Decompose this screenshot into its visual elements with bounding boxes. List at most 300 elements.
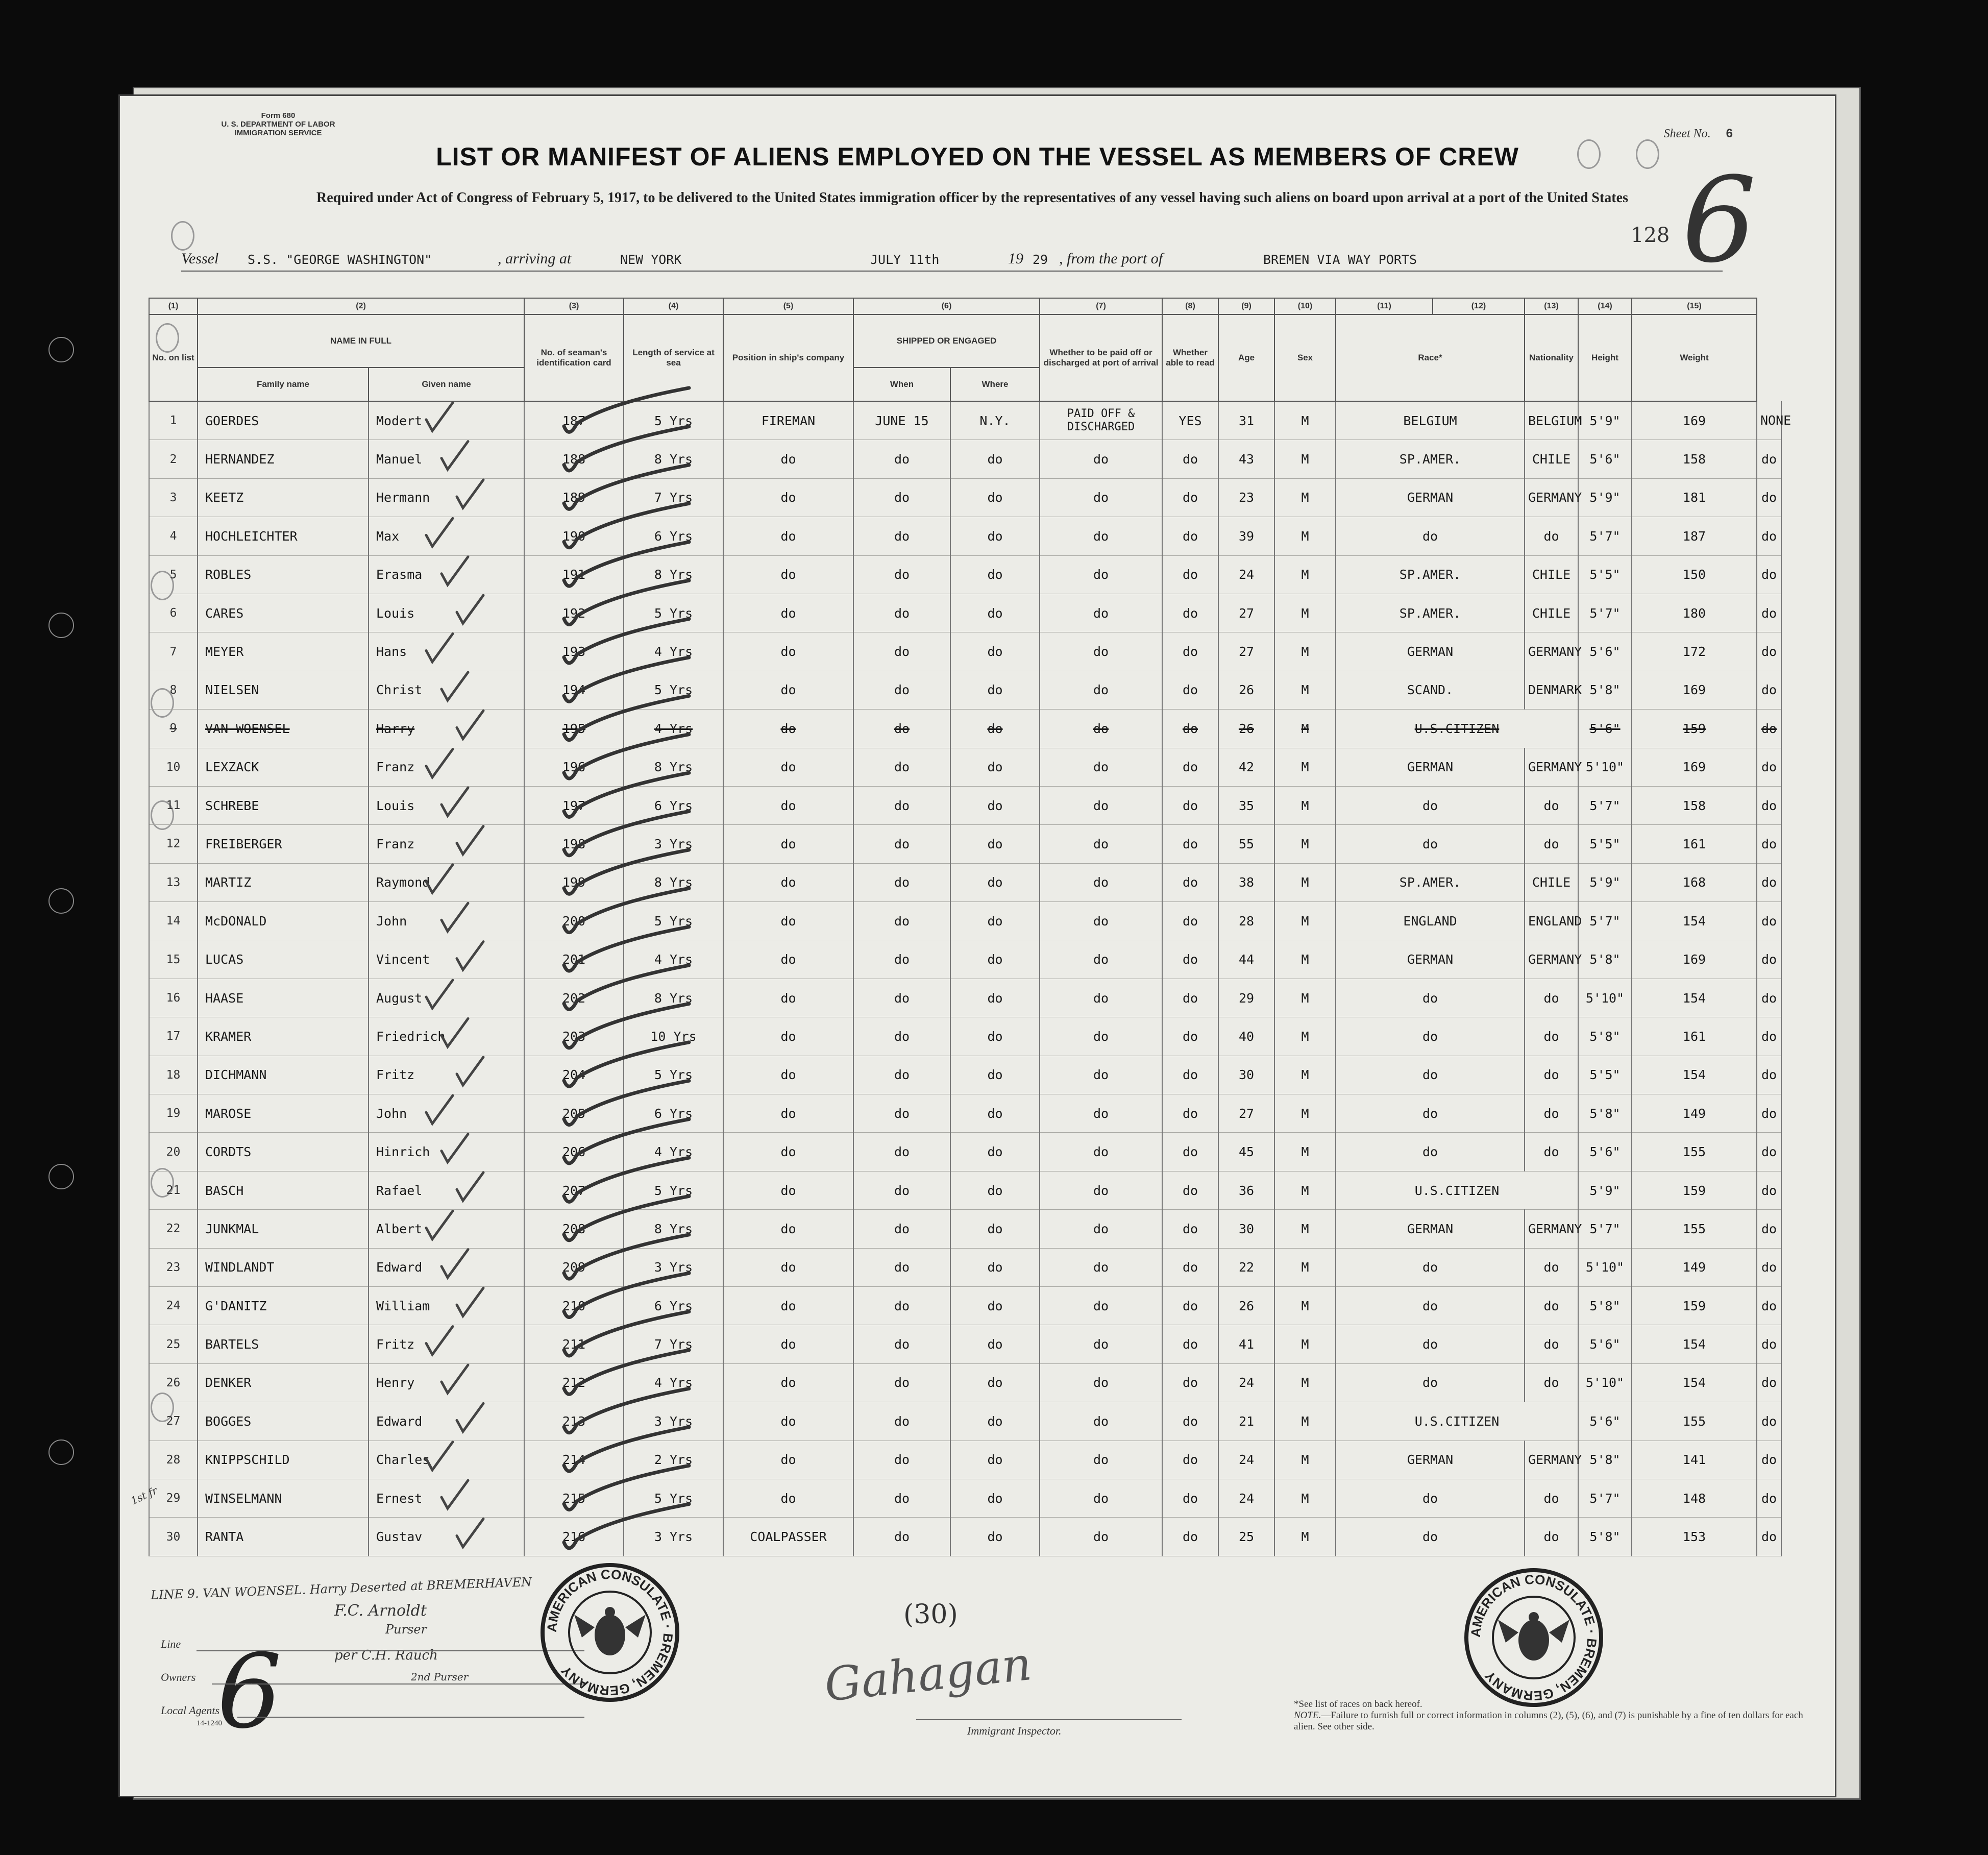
punch-ring	[171, 221, 194, 251]
paid-off-status: do	[1040, 1518, 1162, 1556]
race: ENGLAND	[1336, 902, 1525, 940]
family-name: WINDLANDT	[198, 1248, 369, 1286]
footer-owners-rule	[212, 1683, 584, 1685]
crew-row	[149, 594, 1781, 632]
age: 55	[1218, 825, 1274, 863]
physical-marks: do	[1757, 902, 1781, 940]
height: 5'8"	[1578, 940, 1632, 979]
length-of-service: 4 Yrs	[624, 1133, 723, 1171]
weight: 153	[1632, 1518, 1757, 1556]
ship-position: do	[723, 825, 853, 863]
weight: 155	[1632, 1133, 1757, 1171]
race: SP.AMER.	[1336, 440, 1525, 478]
weight: 154	[1632, 1056, 1757, 1094]
nationality: CHILE	[1525, 863, 1578, 901]
physical-marks: do	[1757, 555, 1781, 594]
row-number: 26	[149, 1363, 198, 1402]
header-when: When	[853, 368, 950, 401]
height: 5'8"	[1578, 1441, 1632, 1479]
family-name: CARES	[198, 594, 369, 632]
shipped-where: do	[950, 786, 1040, 824]
weight: 168	[1632, 863, 1757, 901]
seaman-id: 199	[524, 863, 624, 901]
header-shipped-engaged: SHIPPED OR ENGAGED	[853, 314, 1040, 368]
shipped-where: do	[950, 825, 1040, 863]
race: do	[1336, 825, 1525, 863]
physical-marks: do	[1757, 1133, 1781, 1171]
sex: M	[1274, 1518, 1336, 1556]
paid-off-status: do	[1040, 1402, 1162, 1441]
row-number: 17	[149, 1017, 198, 1056]
paid-off-status: do	[1040, 1441, 1162, 1479]
row-number: 22	[149, 1210, 198, 1248]
ship-position: do	[723, 786, 853, 824]
crew-row	[149, 1402, 1781, 1441]
paid-off-status: do	[1040, 1363, 1162, 1402]
given-name: Raymond	[369, 863, 524, 901]
ship-position: do	[723, 1402, 853, 1441]
ship-position: do	[723, 1363, 853, 1402]
nationality: do	[1525, 1248, 1578, 1286]
height: 5'7"	[1578, 594, 1632, 632]
family-name: KNIPPSCHILD	[198, 1441, 369, 1479]
family-name: CORDTS	[198, 1133, 369, 1171]
crew-row	[149, 1286, 1781, 1325]
race: do	[1336, 1286, 1525, 1325]
physical-marks: NONE	[1757, 401, 1781, 440]
sex: M	[1274, 632, 1336, 671]
able-to-read: YES	[1162, 401, 1218, 440]
row-number: 14	[149, 902, 198, 940]
shipped-where: do	[950, 1094, 1040, 1133]
sex: M	[1274, 1171, 1336, 1209]
crew-row	[149, 440, 1781, 478]
row-number: 16	[149, 979, 198, 1017]
family-name: MARTIZ	[198, 863, 369, 901]
physical-marks: do	[1757, 1441, 1781, 1479]
age: 35	[1218, 786, 1274, 824]
row-number: 25	[149, 1325, 198, 1363]
ship-position: do	[723, 1325, 853, 1363]
height: 5'6"	[1578, 710, 1632, 748]
seaman-id: 203	[524, 1017, 624, 1056]
vessel-info-line: Vessel S.S. "GEORGE WASHINGTON" , arriving at NEW YORK JULY 11th 19 29 , from the port of BREMEN VIA WAY PORTS	[181, 250, 1723, 272]
sex: M	[1274, 440, 1336, 478]
physical-marks: do	[1757, 1402, 1781, 1441]
physical-marks: do	[1757, 1017, 1781, 1056]
nationality: do	[1525, 786, 1578, 824]
seal-left-text: AMERICAN CONSULATE · BREMEN, GERMANY	[544, 1566, 676, 1699]
crew-row	[149, 863, 1781, 901]
crew-row	[149, 517, 1781, 555]
able-to-read: do	[1162, 440, 1218, 478]
shipped-where: do	[950, 979, 1040, 1017]
family-name: McDONALD	[198, 902, 369, 940]
height: 5'9"	[1578, 401, 1632, 440]
seaman-id: 213	[524, 1402, 624, 1441]
given-name: Edward	[369, 1402, 524, 1441]
given-name: Manuel	[369, 440, 524, 478]
weight: 154	[1632, 1325, 1757, 1363]
given-name: William	[369, 1286, 524, 1325]
shipped-where: do	[950, 632, 1040, 671]
header-no-on-list: No. on list	[149, 314, 198, 401]
given-name: Christ	[369, 671, 524, 709]
seaman-id: 209	[524, 1248, 624, 1286]
height: 5'10"	[1578, 1248, 1632, 1286]
shipped-where: do	[950, 1402, 1040, 1441]
nationality: CHILE	[1525, 594, 1578, 632]
shipped-when: do	[853, 902, 950, 940]
family-name: LUCAS	[198, 940, 369, 979]
shipped-where: do	[950, 478, 1040, 517]
crew-manifest-table	[149, 298, 1791, 1556]
weight: 159	[1632, 1171, 1757, 1209]
race: U.S.CITIZEN	[1336, 1171, 1578, 1209]
weight: 155	[1632, 1210, 1757, 1248]
seaman-id: 208	[524, 1210, 624, 1248]
family-name: ROBLES	[198, 555, 369, 594]
physical-marks: do	[1757, 1286, 1781, 1325]
footer-agents-label: Local Agents	[161, 1704, 220, 1717]
paid-off-status: do	[1040, 902, 1162, 940]
ship-position: FIREMAN	[723, 401, 853, 440]
row-number: 3	[149, 478, 198, 517]
vessel-name: S.S. "GEORGE WASHINGTON"	[248, 252, 432, 267]
ship-position: do	[723, 671, 853, 709]
physical-marks: do	[1757, 979, 1781, 1017]
header-able-to-read: Whether able to read	[1162, 314, 1218, 401]
height: 5'8"	[1578, 1286, 1632, 1325]
ship-position: do	[723, 1056, 853, 1094]
sex: M	[1274, 825, 1336, 863]
crew-row	[149, 1479, 1781, 1517]
ship-position: do	[723, 710, 853, 748]
shipped-where: do	[950, 1248, 1040, 1286]
sex: M	[1274, 1286, 1336, 1325]
family-name: BASCH	[198, 1171, 369, 1209]
shipped-when: do	[853, 1210, 950, 1248]
given-name: Vincent	[369, 940, 524, 979]
age: 25	[1218, 1518, 1274, 1556]
length-of-service: 4 Yrs	[624, 940, 723, 979]
paid-off-status: do	[1040, 1248, 1162, 1286]
race: do	[1336, 1056, 1525, 1094]
length-of-service: 8 Yrs	[624, 555, 723, 594]
shipped-when: do	[853, 1056, 950, 1094]
shipped-when: do	[853, 1094, 950, 1133]
age: 39	[1218, 517, 1274, 555]
crew-row	[149, 1518, 1781, 1556]
given-name: John	[369, 902, 524, 940]
second-purser-signature: per C.H. Rauch	[334, 1648, 438, 1663]
length-of-service: 6 Yrs	[624, 786, 723, 824]
family-name: WINSELMANN	[198, 1479, 369, 1517]
shipped-when: do	[853, 825, 950, 863]
length-of-service: 5 Yrs	[624, 401, 723, 440]
crew-row	[149, 710, 1781, 748]
age: 27	[1218, 632, 1274, 671]
shipped-when: do	[853, 1248, 950, 1286]
crew-row	[149, 1056, 1781, 1094]
race: do	[1336, 517, 1525, 555]
weight: 169	[1632, 401, 1757, 440]
header-sex: Sex	[1274, 314, 1336, 401]
shipped-where: do	[950, 517, 1040, 555]
paid-off-status: do	[1040, 1479, 1162, 1517]
age: 30	[1218, 1056, 1274, 1094]
sex: M	[1274, 1363, 1336, 1402]
crew-row	[149, 555, 1781, 594]
shipped-when: do	[853, 1363, 950, 1402]
height: 5'8"	[1578, 1094, 1632, 1133]
seaman-id: 192	[524, 594, 624, 632]
row-number: 1	[149, 401, 198, 440]
nationality: GERMANY	[1525, 748, 1578, 786]
shipped-where: do	[950, 863, 1040, 901]
binder-hole	[48, 1439, 74, 1465]
header-given-name: Given name	[369, 368, 524, 401]
ship-position: do	[723, 1094, 853, 1133]
shipped-when: do	[853, 440, 950, 478]
given-name: Louis	[369, 594, 524, 632]
height: 5'7"	[1578, 1479, 1632, 1517]
ship-position: do	[723, 440, 853, 478]
nationality: do	[1525, 1325, 1578, 1363]
shipped-where: do	[950, 594, 1040, 632]
sex: M	[1274, 555, 1336, 594]
able-to-read: do	[1162, 1518, 1218, 1556]
arrival-date: JULY 11th	[870, 252, 940, 267]
weight: 161	[1632, 1017, 1757, 1056]
family-name: NIELSEN	[198, 671, 369, 709]
nationality: GERMANY	[1525, 1210, 1578, 1248]
age: 23	[1218, 478, 1274, 517]
weight: 148	[1632, 1479, 1757, 1517]
sex: M	[1274, 710, 1336, 748]
height: 5'8"	[1578, 671, 1632, 709]
eagle-icon	[1498, 1612, 1569, 1661]
row-number: 20	[149, 1133, 198, 1171]
physical-marks: do	[1757, 1518, 1781, 1556]
height: 5'6"	[1578, 440, 1632, 478]
height: 5'6"	[1578, 1402, 1632, 1441]
physical-marks: do	[1757, 786, 1781, 824]
given-name: Hermann	[369, 478, 524, 517]
sex: M	[1274, 1056, 1336, 1094]
seaman-id: 188	[524, 440, 624, 478]
footer-owners-label: Owners	[161, 1671, 196, 1683]
nationality: do	[1525, 1094, 1578, 1133]
race: BELGIUM	[1336, 401, 1525, 440]
ship-position: do	[723, 517, 853, 555]
nationality: DENMARK	[1525, 671, 1578, 709]
sex: M	[1274, 1017, 1336, 1056]
inspector-signature: Gahagan	[822, 1637, 1034, 1712]
paid-off-status: do	[1040, 940, 1162, 979]
shipped-when: JUNE 15	[853, 401, 950, 440]
crew-row	[149, 825, 1781, 863]
race: do	[1336, 786, 1525, 824]
sex: M	[1274, 748, 1336, 786]
height: 5'8"	[1578, 1017, 1632, 1056]
row-number: 9	[149, 710, 198, 748]
height: 5'6"	[1578, 1133, 1632, 1171]
shipped-when: do	[853, 1402, 950, 1441]
nationality: GERMANY	[1525, 478, 1578, 517]
given-name: Gustav	[369, 1518, 524, 1556]
race: GERMAN	[1336, 1210, 1525, 1248]
physical-marks: do	[1757, 710, 1781, 748]
nationality: CHILE	[1525, 555, 1578, 594]
sex: M	[1274, 517, 1336, 555]
seaman-id: 201	[524, 940, 624, 979]
nationality: do	[1525, 979, 1578, 1017]
seaman-id: 214	[524, 1441, 624, 1479]
seaman-id: 205	[524, 1094, 624, 1133]
seaman-id: 187	[524, 401, 624, 440]
header-position: Position in ship's company	[723, 314, 853, 401]
seaman-id: 198	[524, 825, 624, 863]
paid-off-status: do	[1040, 1094, 1162, 1133]
purser-signature: F.C. Arnoldt	[334, 1602, 427, 1620]
race: do	[1336, 1363, 1525, 1402]
shipped-where: do	[950, 1363, 1040, 1402]
shipped-when: do	[853, 1133, 950, 1171]
given-name: Edward	[369, 1248, 524, 1286]
length-of-service: 8 Yrs	[624, 440, 723, 478]
able-to-read: do	[1162, 825, 1218, 863]
sex: M	[1274, 1441, 1336, 1479]
header-height: Height	[1578, 314, 1632, 401]
row-number: 21	[149, 1171, 198, 1209]
column-header-row	[149, 314, 1781, 368]
length-of-service: 7 Yrs	[624, 1325, 723, 1363]
sex: M	[1274, 1094, 1336, 1133]
arriving-port: NEW YORK	[620, 252, 682, 267]
physical-marks: do	[1757, 671, 1781, 709]
race: U.S.CITIZEN	[1336, 710, 1578, 748]
nationality: do	[1525, 1363, 1578, 1402]
crew-row	[149, 671, 1781, 709]
ship-position: do	[723, 1171, 853, 1209]
given-name: Rafael	[369, 1171, 524, 1209]
shipped-where: do	[950, 1518, 1040, 1556]
crew-row	[149, 632, 1781, 671]
family-name: HOCHLEICHTER	[198, 517, 369, 555]
ship-position: do	[723, 863, 853, 901]
paid-off-status: PAID OFF & DISCHARGED	[1040, 401, 1162, 440]
footer-note: *See list of races on back hereof. NOTE.—Failure to furnish full or correct information in columns (2), (5), (6), and (7) is punishable by a fine of ten dollars for each alien. See other side.	[1294, 1699, 1803, 1732]
family-name: VAN WOENSEL	[198, 710, 369, 748]
weight: 158	[1632, 440, 1757, 478]
length-of-service: 10 Yrs	[624, 1017, 723, 1056]
purser-title: Purser	[385, 1622, 427, 1637]
nationality: do	[1525, 1518, 1578, 1556]
seaman-id: 206	[524, 1133, 624, 1171]
crew-row	[149, 478, 1781, 517]
seaman-id: 189	[524, 478, 624, 517]
race: U.S.CITIZEN	[1336, 1402, 1578, 1441]
crew-row	[149, 748, 1781, 786]
nationality: ENGLAND	[1525, 902, 1578, 940]
able-to-read: do	[1162, 1363, 1218, 1402]
header-length-service: Length of service at sea	[624, 314, 723, 401]
family-name: HAASE	[198, 979, 369, 1017]
height: 5'6"	[1578, 1325, 1632, 1363]
race: GERMAN	[1336, 940, 1525, 979]
paid-off-status: do	[1040, 478, 1162, 517]
given-name: Ernest	[369, 1479, 524, 1517]
weight: 154	[1632, 902, 1757, 940]
shipped-when: do	[853, 979, 950, 1017]
shipped-when: do	[853, 1441, 950, 1479]
weight: 169	[1632, 671, 1757, 709]
row-number: 2	[149, 440, 198, 478]
seaman-id: 190	[524, 517, 624, 555]
binder-hole	[48, 1164, 74, 1189]
family-name: RANTA	[198, 1518, 369, 1556]
physical-marks: do	[1757, 517, 1781, 555]
age: 27	[1218, 594, 1274, 632]
seaman-id: 197	[524, 786, 624, 824]
height: 5'5"	[1578, 555, 1632, 594]
sex: M	[1274, 1133, 1336, 1171]
race: GERMAN	[1336, 632, 1525, 671]
shipped-when: do	[853, 748, 950, 786]
seaman-id: 196	[524, 748, 624, 786]
age: 30	[1218, 1210, 1274, 1248]
shipped-when: do	[853, 1017, 950, 1056]
given-name: Albert	[369, 1210, 524, 1248]
shipped-where: do	[950, 710, 1040, 748]
family-name: JUNKMAL	[198, 1210, 369, 1248]
nationality: do	[1525, 1133, 1578, 1171]
shipped-where: do	[950, 940, 1040, 979]
shipped-when: do	[853, 1171, 950, 1209]
length-of-service: 4 Yrs	[624, 1363, 723, 1402]
seaman-id: 210	[524, 1286, 624, 1325]
given-name: Friedrich	[369, 1017, 524, 1056]
crew-row	[149, 979, 1781, 1017]
crew-rows	[149, 401, 1791, 1556]
family-name: MEYER	[198, 632, 369, 671]
header-seaman-id: No. of seaman's identification card	[524, 314, 624, 401]
ship-position: do	[723, 1017, 853, 1056]
given-name: Fritz	[369, 1325, 524, 1363]
nationality: CHILE	[1525, 440, 1578, 478]
sex: M	[1274, 1479, 1336, 1517]
paid-off-status: do	[1040, 440, 1162, 478]
shipped-where: do	[950, 1171, 1040, 1209]
weight: 159	[1632, 710, 1757, 748]
shipped-when: do	[853, 517, 950, 555]
height: 5'8"	[1578, 1518, 1632, 1556]
row-number: 12	[149, 825, 198, 863]
row-number: 10	[149, 748, 198, 786]
sex: M	[1274, 594, 1336, 632]
age: 27	[1218, 1094, 1274, 1133]
consulate-seal-right	[1462, 1566, 1605, 1709]
length-of-service: 4 Yrs	[624, 632, 723, 671]
age: 24	[1218, 1363, 1274, 1402]
physical-marks: do	[1757, 1094, 1781, 1133]
able-to-read: do	[1162, 1325, 1218, 1363]
inspector-label: Immigrant Inspector.	[967, 1724, 1062, 1737]
length-of-service: 7 Yrs	[624, 478, 723, 517]
physical-marks: do	[1757, 940, 1781, 979]
paid-off-status: do	[1040, 1056, 1162, 1094]
